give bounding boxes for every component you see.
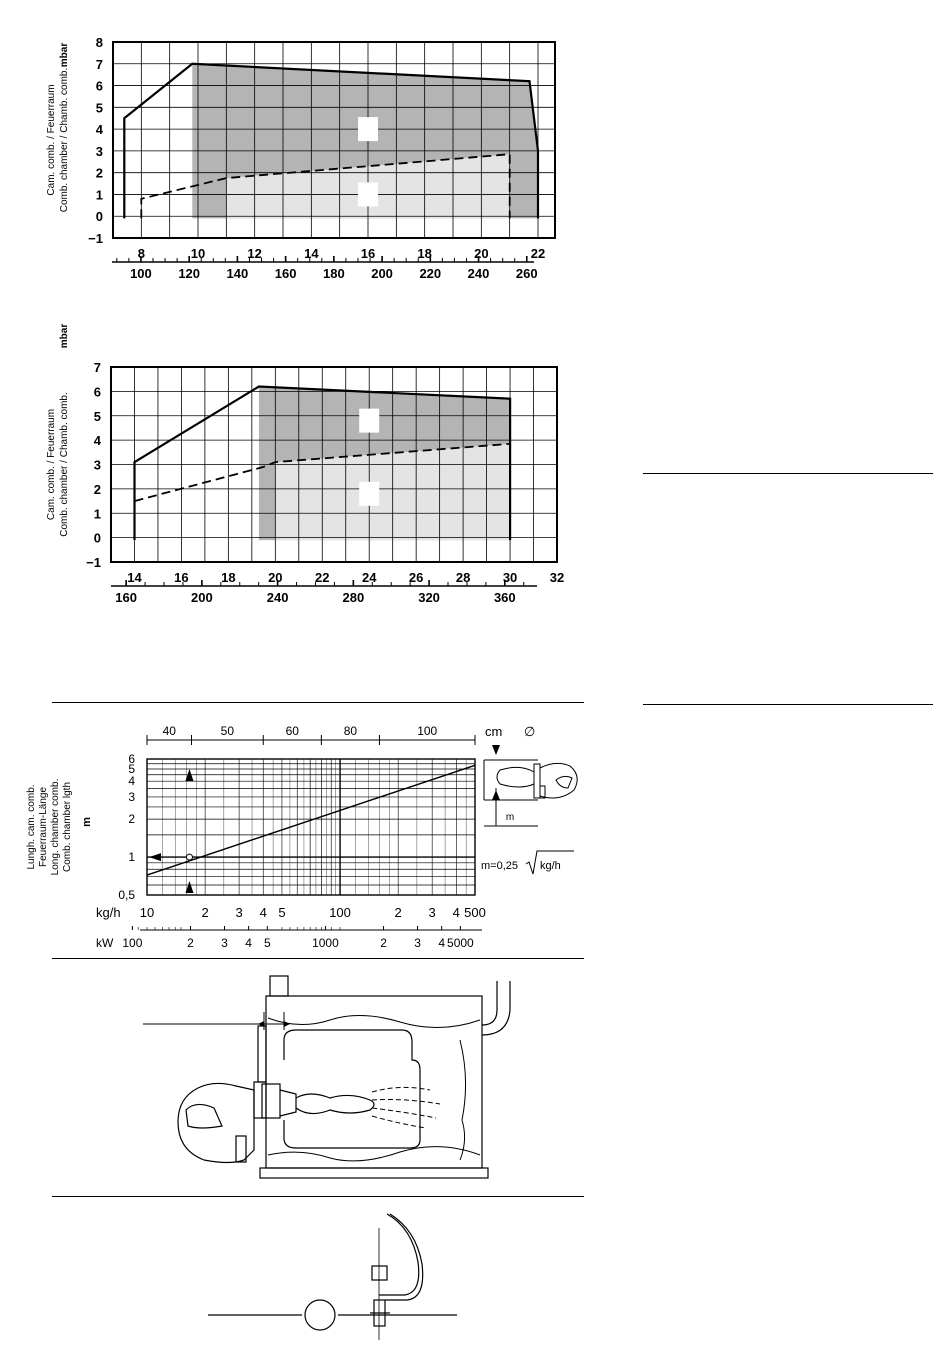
x-tick-label: 16	[174, 570, 189, 585]
y-axis-label: Lungh. cam. comb.	[26, 784, 37, 870]
divider	[643, 704, 933, 705]
x-axis-unit: kg/h	[96, 905, 121, 920]
y-tick-label: 5	[95, 100, 103, 116]
diameter-band-label: 40	[162, 724, 176, 738]
x-tick-label: 500	[464, 905, 486, 920]
y-tick-label: 0	[95, 209, 103, 225]
secondary-tick-label: 5	[263, 936, 271, 950]
x-tick-label: 8	[137, 246, 145, 261]
y-tick-label: 3	[93, 457, 101, 473]
secondary-tick-label: 100	[130, 266, 152, 281]
x-tick-label: 22	[315, 570, 330, 585]
y-tick-label: −1	[86, 555, 101, 570]
secondary-tick-label: 3	[414, 936, 421, 950]
y-tick-label: 6	[128, 752, 135, 766]
y-axis-label: Comb. chamber / Chamb. comb.	[59, 392, 70, 537]
boiler-illustration	[143, 976, 510, 1178]
x-tick-label: 14	[127, 570, 142, 585]
y-tick-label: 6	[95, 78, 103, 94]
y-axis-label: Feuerraum-Länge	[38, 786, 49, 868]
y-axis-label: Cam. comb. / Feuerraum	[46, 408, 57, 521]
secondary-tick-label: 220	[419, 266, 442, 281]
x-tick-label: 24	[361, 570, 377, 585]
y-tick-label: 2	[128, 812, 135, 827]
divider	[52, 702, 584, 703]
divider	[643, 473, 933, 474]
x-tick-label: 18	[417, 246, 432, 261]
x-tick-label: 32	[549, 570, 565, 585]
y-tick-label: −1	[88, 231, 103, 246]
y-tick-label: 5	[128, 761, 135, 776]
x-tick-label: 10	[190, 246, 206, 261]
y-tick-label: 1	[128, 850, 135, 865]
secondary-tick-label: 2	[187, 936, 194, 950]
secondary-tick-label: 100	[122, 936, 143, 950]
diameter-unit: cm	[485, 724, 503, 739]
secondary-tick-label: 160	[274, 266, 297, 281]
secondary-tick-label: 280	[342, 590, 365, 605]
y-axis-unit: m	[81, 817, 93, 827]
y-tick-label: 2	[95, 165, 103, 181]
secondary-tick-label: 360	[493, 590, 516, 605]
x-tick-label: 28	[455, 570, 471, 585]
x-tick-label: 20	[474, 246, 489, 261]
x-tick-label: 5	[278, 905, 286, 920]
x-tick-label: 3	[235, 905, 243, 920]
x-tick-label: 30	[502, 570, 518, 585]
secondary-tick-label: 240	[467, 266, 490, 281]
diameter-band-label: 50	[220, 724, 235, 738]
x-tick-label: 20	[268, 570, 283, 585]
secondary-tick-label: 1000	[312, 936, 339, 950]
divider	[52, 1196, 584, 1197]
y-tick-label: 3	[128, 789, 135, 804]
y-tick-label: 1	[93, 506, 101, 522]
x-tick-label: 4	[452, 905, 460, 920]
secondary-tick-label: 200	[371, 266, 393, 281]
secondary-tick-label: 120	[178, 266, 201, 281]
y-axis-label: Comb. chamber / Chamb. comb.	[59, 67, 70, 213]
y-tick-label: 2	[93, 481, 101, 497]
x-tick-label: 4	[259, 905, 267, 920]
x-tick-label: 100	[329, 905, 351, 920]
secondary-tick-label: 4	[438, 936, 446, 950]
divider	[52, 958, 584, 959]
diameter-band-label: 60	[285, 724, 299, 738]
inset-dimension-label: m	[505, 812, 515, 823]
secondary-axis-unit: kW	[96, 936, 114, 950]
y-tick-label: 7	[93, 360, 101, 375]
y-tick-label: 6	[93, 384, 101, 400]
secondary-tick-label: 260	[515, 266, 538, 281]
y-tick-label: 3	[95, 143, 103, 159]
y-tick-label: 0	[93, 530, 101, 546]
x-tick-label: 26	[408, 570, 424, 585]
x-tick-label: 16	[360, 246, 376, 261]
y-axis-label: Cam. comb. / Feuerraum	[46, 84, 57, 196]
x-tick-label: 2	[201, 905, 209, 920]
y-tick-label: 4	[128, 774, 135, 789]
piping-detail	[208, 1214, 457, 1340]
formula-prefix: m=0,25	[481, 860, 518, 872]
secondary-tick-label: 160	[115, 590, 137, 605]
y-tick-label: 8	[95, 35, 103, 50]
x-tick-label: 3	[428, 905, 436, 920]
secondary-tick-label: 140	[226, 266, 249, 281]
x-tick-label: 18	[221, 570, 236, 585]
x-tick-label: 12	[247, 246, 262, 261]
secondary-tick-label: 200	[191, 590, 213, 605]
secondary-tick-label: 4	[245, 936, 252, 950]
secondary-tick-label: 2	[380, 936, 387, 950]
y-tick-label: 1	[95, 187, 103, 203]
diameter-icon: ∅	[524, 724, 536, 739]
diameter-band-label: 80	[343, 724, 358, 738]
formula-radicand: kg/h	[540, 860, 561, 872]
x-tick-label: 10	[139, 905, 155, 920]
secondary-tick-label: 240	[266, 590, 289, 605]
y-axis-unit: mbar	[59, 323, 70, 349]
y-axis-label: Comb. chamber lgth	[62, 781, 73, 873]
diameter-band-label: 100	[417, 724, 438, 738]
x-tick-label: 22	[530, 246, 546, 261]
secondary-tick-label: 5000	[447, 936, 474, 950]
secondary-tick-label: 180	[322, 266, 345, 281]
x-tick-label: 14	[304, 246, 319, 261]
y-axis-unit: mbar	[59, 42, 70, 68]
x-tick-label: 2	[394, 905, 402, 920]
y-axis-label: Long. chamber comb.	[50, 778, 61, 876]
y-tick-label: 4	[93, 433, 101, 449]
secondary-tick-label: 3	[221, 936, 228, 950]
y-tick-label: 0,5	[118, 888, 135, 902]
y-tick-label: 4	[95, 122, 103, 138]
y-tick-label: 5	[93, 408, 101, 424]
y-tick-label: 7	[95, 56, 103, 72]
secondary-tick-label: 320	[418, 590, 440, 605]
